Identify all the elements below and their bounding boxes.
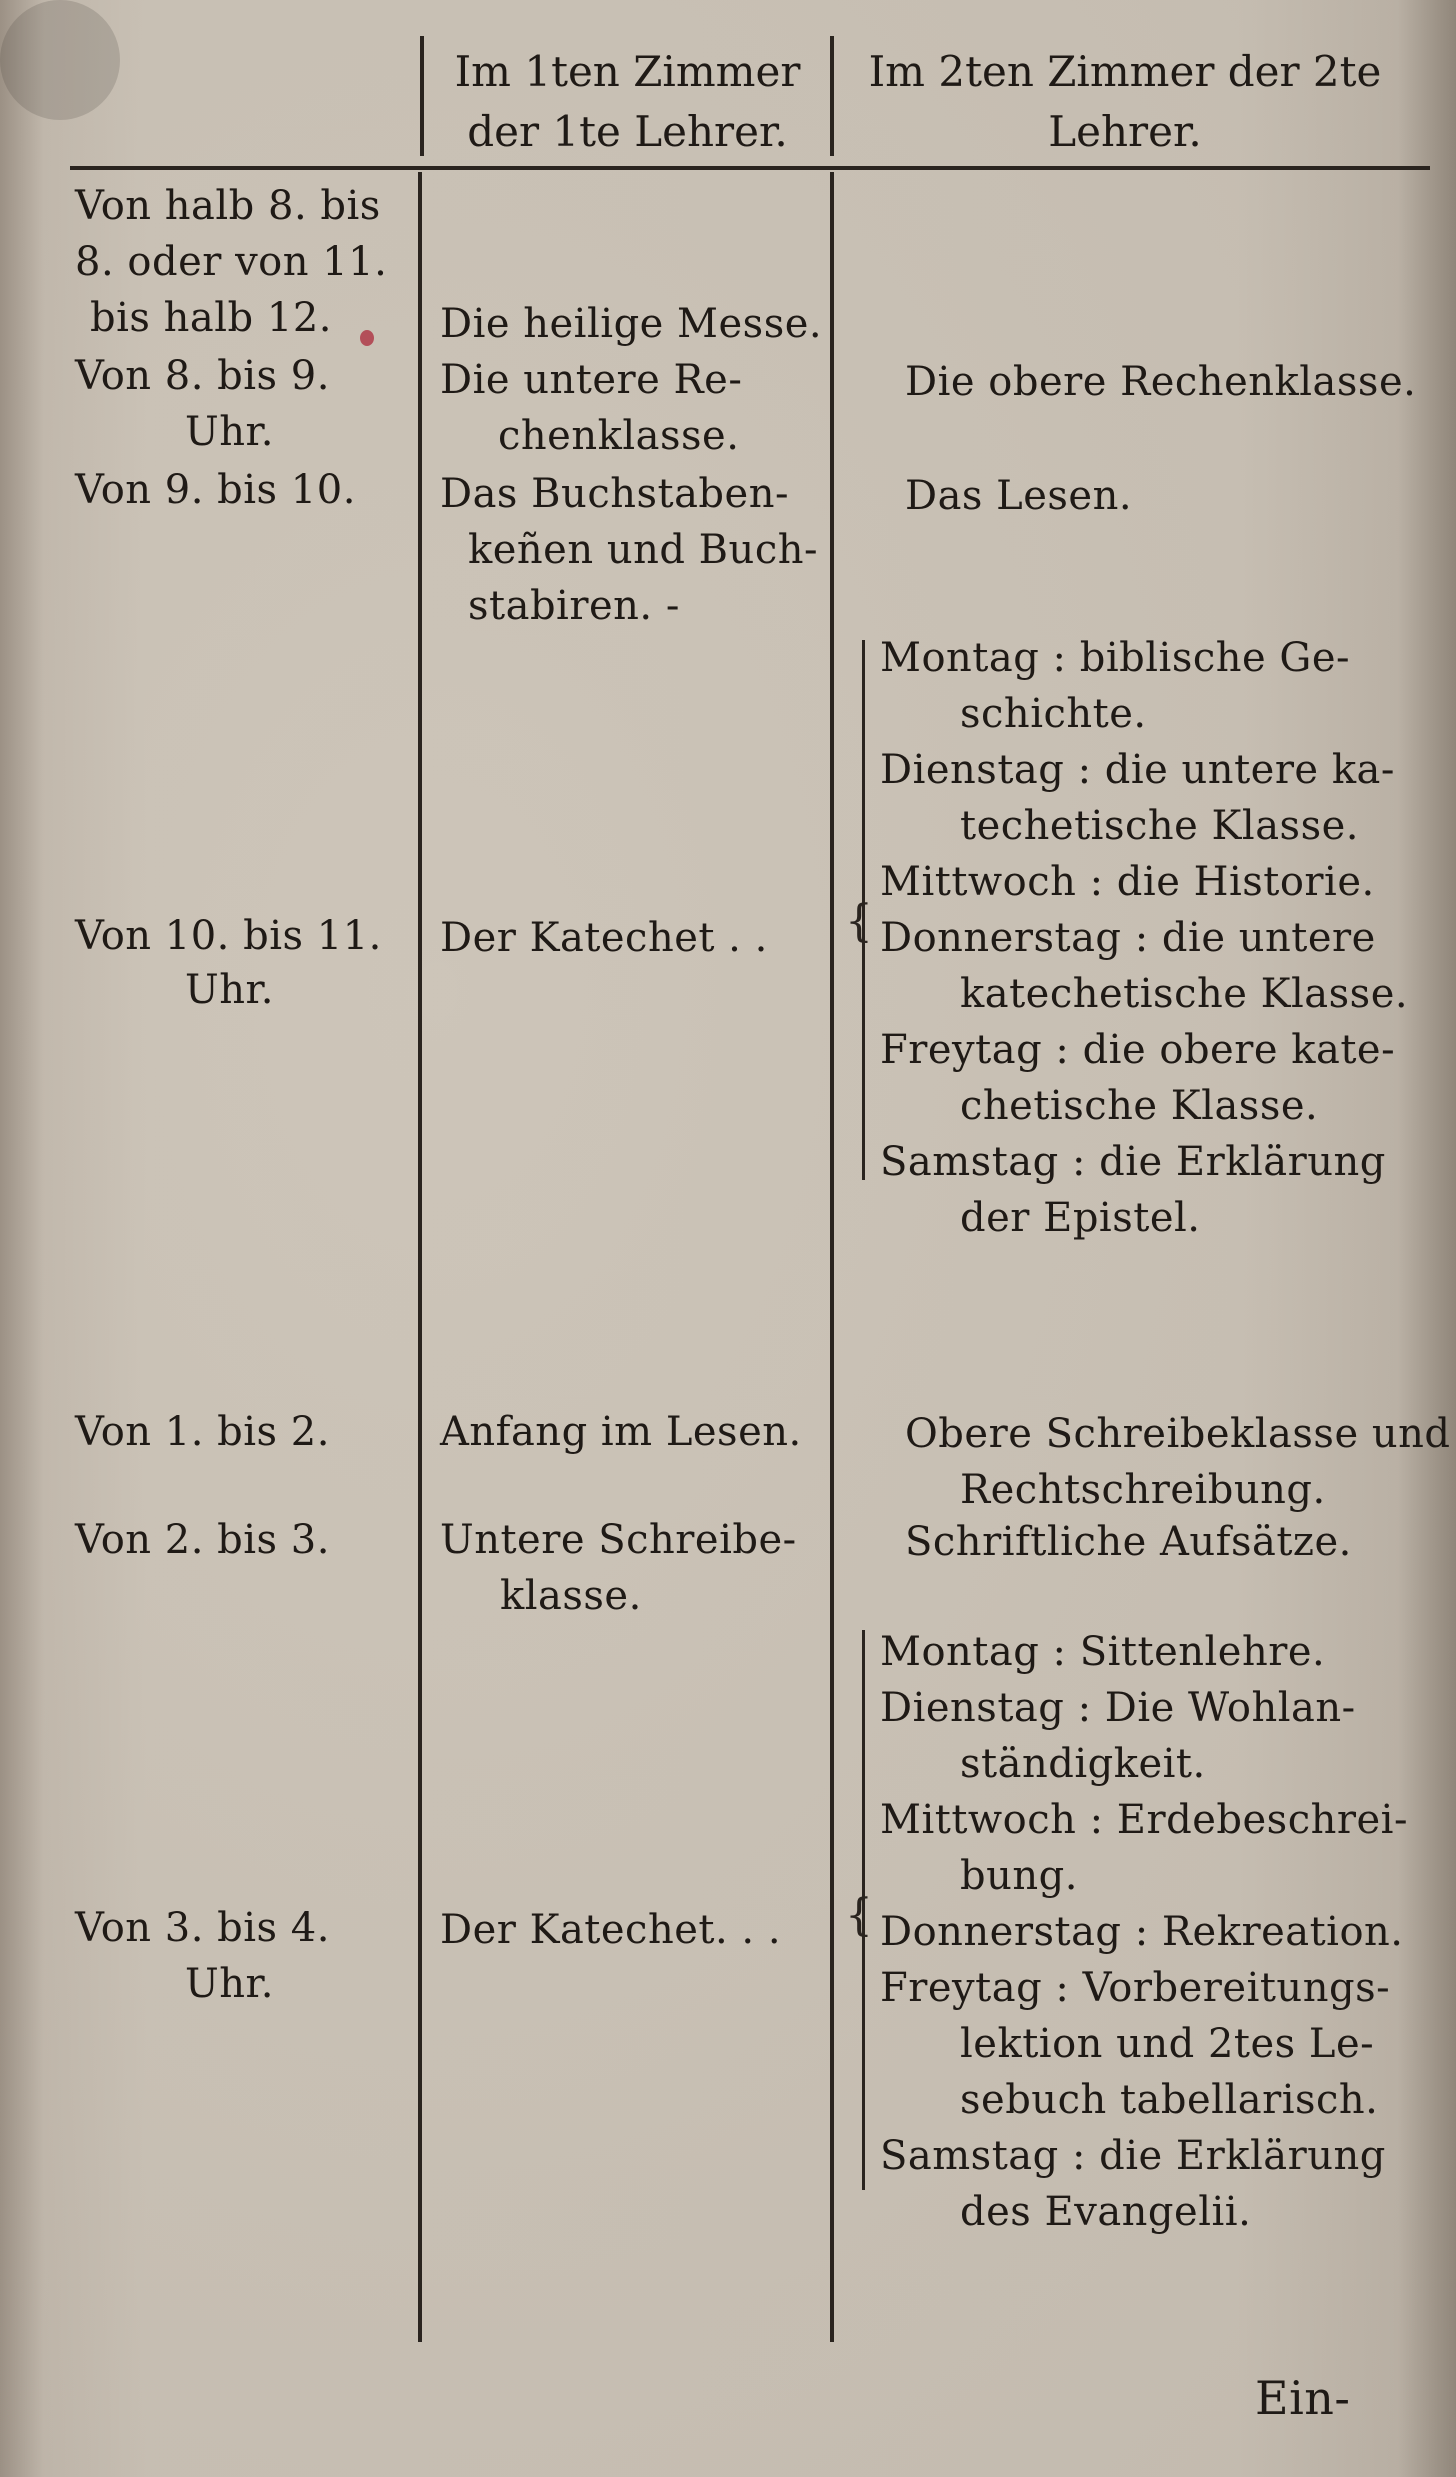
row6-col2: Schriftliche Aufsätze. bbox=[905, 1519, 1352, 1565]
row4-col2-line3: Dienstag : die untere ka- bbox=[880, 747, 1395, 793]
row1-time-line3: bis halb 12. bbox=[90, 295, 332, 341]
row7-col2-line1: Montag : Sittenlehre. bbox=[880, 1629, 1326, 1675]
row7-col2-line2: Dienstag : Die Wohlan- bbox=[880, 1685, 1356, 1731]
row7-brace-tip: { bbox=[845, 1890, 873, 1941]
row6-col1-line1: Untere Schreibe- bbox=[440, 1517, 797, 1563]
row4-time-line1: Von 10. bis 11. bbox=[75, 913, 382, 959]
row7-time-line1: Von 3. bis 4. bbox=[75, 1905, 330, 1951]
row5-col1: Anfang im Lesen. bbox=[440, 1409, 802, 1455]
row4-col2-line9: chetische Klasse. bbox=[960, 1083, 1319, 1129]
corner-stain bbox=[0, 0, 120, 120]
row2-time-line1: Von 8. bis 9. bbox=[75, 353, 330, 399]
header-col1-line2: der 1te Lehrer. bbox=[467, 107, 788, 156]
row3-col1-line2: keñen und Buch- bbox=[468, 527, 818, 573]
column-divider-1 bbox=[418, 172, 422, 2342]
header-col1-line1: Im 1ten Zimmer bbox=[454, 47, 801, 96]
row7-col2-line3: ständigkeit. bbox=[960, 1741, 1206, 1787]
row3-col2: Das Lesen. bbox=[905, 473, 1133, 519]
row7-col1: Der Katechet. . . bbox=[440, 1907, 782, 1953]
header-divider-right bbox=[830, 36, 834, 156]
row7-col2-line6: Donnerstag : Rekreation. bbox=[880, 1909, 1404, 1955]
row4-col2-line8: Freytag : die obere kate- bbox=[880, 1027, 1396, 1073]
row6-time: Von 2. bis 3. bbox=[75, 1517, 330, 1563]
row4-time-line2: Uhr. bbox=[185, 967, 274, 1013]
row4-col2-line5: Mittwoch : die Historie. bbox=[880, 859, 1375, 905]
row5-time: Von 1. bis 2. bbox=[75, 1409, 330, 1455]
row3-col1-line3: stabiren. - bbox=[468, 583, 680, 629]
row7-col2-line10: Samstag : die Erklärung bbox=[880, 2133, 1386, 2179]
row4-brace-tip: { bbox=[845, 896, 873, 947]
catchword: Ein- bbox=[1255, 2371, 1351, 2425]
row4-col2-line11: der Epistel. bbox=[960, 1195, 1201, 1241]
row4-col2-line2: schichte. bbox=[960, 691, 1147, 737]
row3-time: Von 9. bis 10. bbox=[75, 467, 356, 513]
row5-col2-line1: Obere Schreibeklasse und bbox=[905, 1411, 1451, 1457]
red-ink-spot bbox=[360, 330, 374, 346]
row5-col2-line2: Rechtschreibung. bbox=[960, 1467, 1326, 1513]
header-divider-left bbox=[420, 36, 424, 156]
header-col2-line1: Im 2ten Zimmer der 2te bbox=[868, 47, 1382, 96]
row1-time-line2: 8. oder von 11. bbox=[75, 239, 388, 285]
row7-col2-line7: Freytag : Vorbereitungs- bbox=[880, 1965, 1391, 2011]
row7-col2-line8: lektion und 2tes Le- bbox=[960, 2021, 1375, 2067]
row1-col1: Die heilige Messe. bbox=[440, 301, 823, 347]
row2-col1-line2: chenklasse. bbox=[498, 413, 740, 459]
row4-col2-line7: katechetische Klasse. bbox=[960, 971, 1409, 1017]
row4-col2-line4: techetische Klasse. bbox=[960, 803, 1359, 849]
row4-col1: Der Katechet . . bbox=[440, 915, 768, 961]
row7-col2-line4: Mittwoch : Erdebeschrei- bbox=[880, 1797, 1408, 1843]
column-divider-2 bbox=[830, 172, 834, 2342]
row1-time-line1: Von halb 8. bis bbox=[75, 183, 381, 229]
row2-col2: Die obere Rechenklasse. bbox=[905, 359, 1417, 405]
row4-col2-line1: Montag : biblische Ge- bbox=[880, 635, 1351, 681]
row7-col2-line5: bung. bbox=[960, 1853, 1078, 1899]
row3-col1-line1: Das Buchstaben- bbox=[440, 471, 789, 517]
header-col2-line2: Lehrer. bbox=[1048, 107, 1202, 156]
header-rule bbox=[70, 166, 1430, 170]
row6-col1-line2: klasse. bbox=[500, 1573, 642, 1619]
row7-col2-line11: des Evangelii. bbox=[960, 2189, 1252, 2235]
row2-col1-line1: Die untere Re- bbox=[440, 357, 743, 403]
row2-time-line2: Uhr. bbox=[185, 409, 274, 455]
row4-col2-line10: Samstag : die Erklärung bbox=[880, 1139, 1386, 1185]
row4-col2-line6: Donnerstag : die untere bbox=[880, 915, 1376, 961]
row7-time-line2: Uhr. bbox=[185, 1961, 274, 2007]
row7-col2-line9: sebuch tabellarisch. bbox=[960, 2077, 1379, 2123]
